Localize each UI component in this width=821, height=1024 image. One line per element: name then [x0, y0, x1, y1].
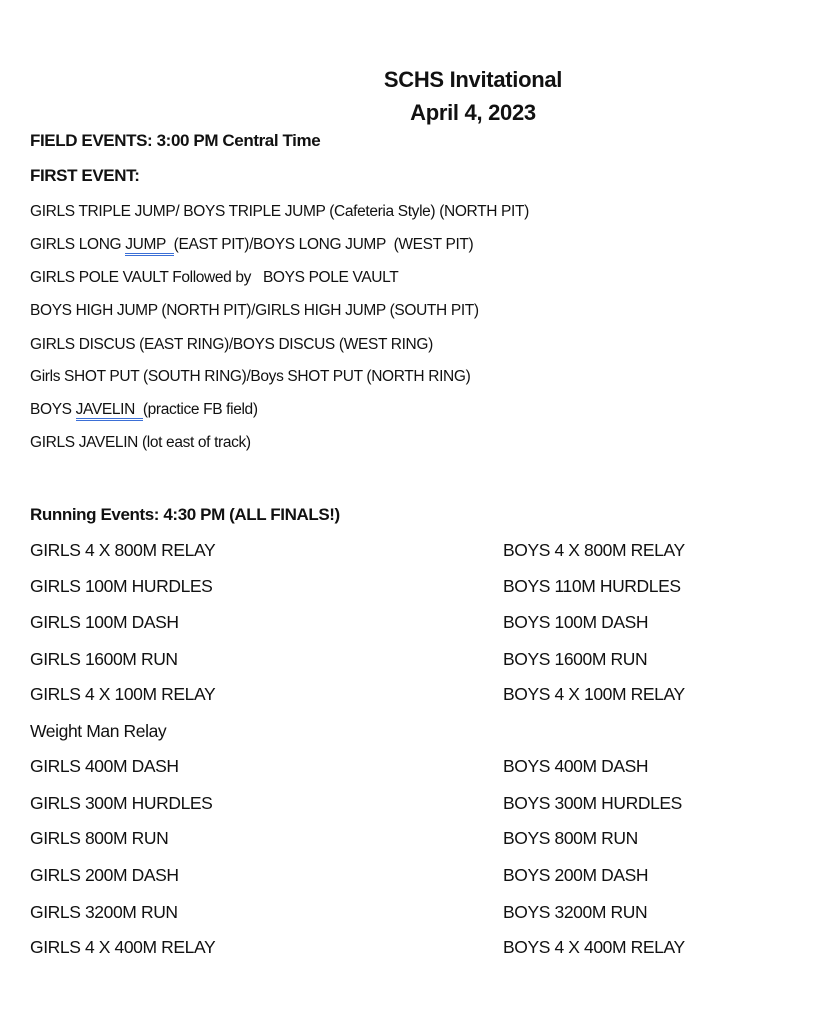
girls-event: GIRLS 4 X 800M RELAY [30, 540, 216, 560]
boys-event: BOYS 300M HURDLES [503, 793, 682, 813]
document-date: April 4, 2023 [410, 100, 536, 125]
girls-event: GIRLS 3200M RUN [30, 902, 178, 922]
girls-event: GIRLS 4 X 100M RELAY [30, 684, 216, 704]
girls-event: GIRLS 100M DASH [30, 612, 179, 632]
field-event-text: GIRLS LONG [30, 236, 126, 253]
field-event-item: Girls SHOT PUT (SOUTH RING)/Boys SHOT PUT (NORTH RING) [30, 368, 471, 385]
girls-event: GIRLS 100M HURDLES [30, 576, 213, 596]
field-event-item: GIRLS POLE VAULT Followed by BOYS POLE VAULT [30, 269, 399, 286]
boys-event: BOYS 110M HURDLES [503, 576, 681, 596]
girls-event: GIRLS 4 X 400M RELAY [30, 937, 216, 957]
first-event-label: FIRST EVENT: [30, 166, 140, 185]
field-event-text: BOYS [30, 401, 76, 418]
boys-event: BOYS 200M DASH [503, 865, 649, 885]
field-event-item: GIRLS JAVELIN (lot east of track) [30, 434, 251, 451]
field-events-heading: FIELD EVENTS: 3:00 PM Central Time [30, 131, 321, 150]
field-event-text: (practice FB field) [142, 401, 258, 418]
girls-event: GIRLS 200M DASH [30, 865, 179, 885]
mixed-event: Weight Man Relay [30, 721, 167, 741]
field-event-item: GIRLS DISCUS (EAST RING)/BOYS DISCUS (WEST RING) [30, 336, 433, 353]
girls-event: GIRLS 1600M RUN [30, 649, 178, 669]
field-event-item [30, 236, 473, 254]
boys-event: BOYS 4 X 800M RELAY [503, 540, 685, 560]
grammar-flagged-text[interactable]: JUMP [125, 236, 173, 256]
girls-event: GIRLS 300M HURDLES [30, 793, 213, 813]
boys-event: BOYS 4 X 100M RELAY [503, 684, 685, 704]
boys-event: BOYS 800M RUN [503, 828, 638, 848]
document-title: SCHS Invitational [383, 67, 563, 92]
boys-event: BOYS 100M DASH [503, 612, 649, 632]
girls-event: GIRLS 800M RUN [30, 828, 169, 848]
boys-event: BOYS 1600M RUN [503, 649, 648, 669]
boys-event: BOYS 4 X 400M RELAY [503, 937, 685, 957]
grammar-flagged-text[interactable]: JAVELIN [76, 401, 143, 421]
girls-event: GIRLS 400M DASH [30, 756, 179, 776]
field-event-item: GIRLS TRIPLE JUMP/ BOYS TRIPLE JUMP (Cafeteria Style) (NORTH PIT) [30, 203, 529, 220]
boys-event: BOYS 3200M RUN [503, 902, 648, 922]
field-event-item: BOYS HIGH JUMP (NORTH PIT)/GIRLS HIGH JUMP (SOUTH PIT) [30, 302, 479, 319]
boys-event: BOYS 400M DASH [503, 756, 649, 776]
running-events-heading: Running Events: 4:30 PM (ALL FINALS!) [30, 505, 340, 524]
field-event-item [30, 401, 258, 419]
field-event-text: (EAST PIT)/BOYS LONG JUMP (WEST PIT) [173, 236, 474, 253]
